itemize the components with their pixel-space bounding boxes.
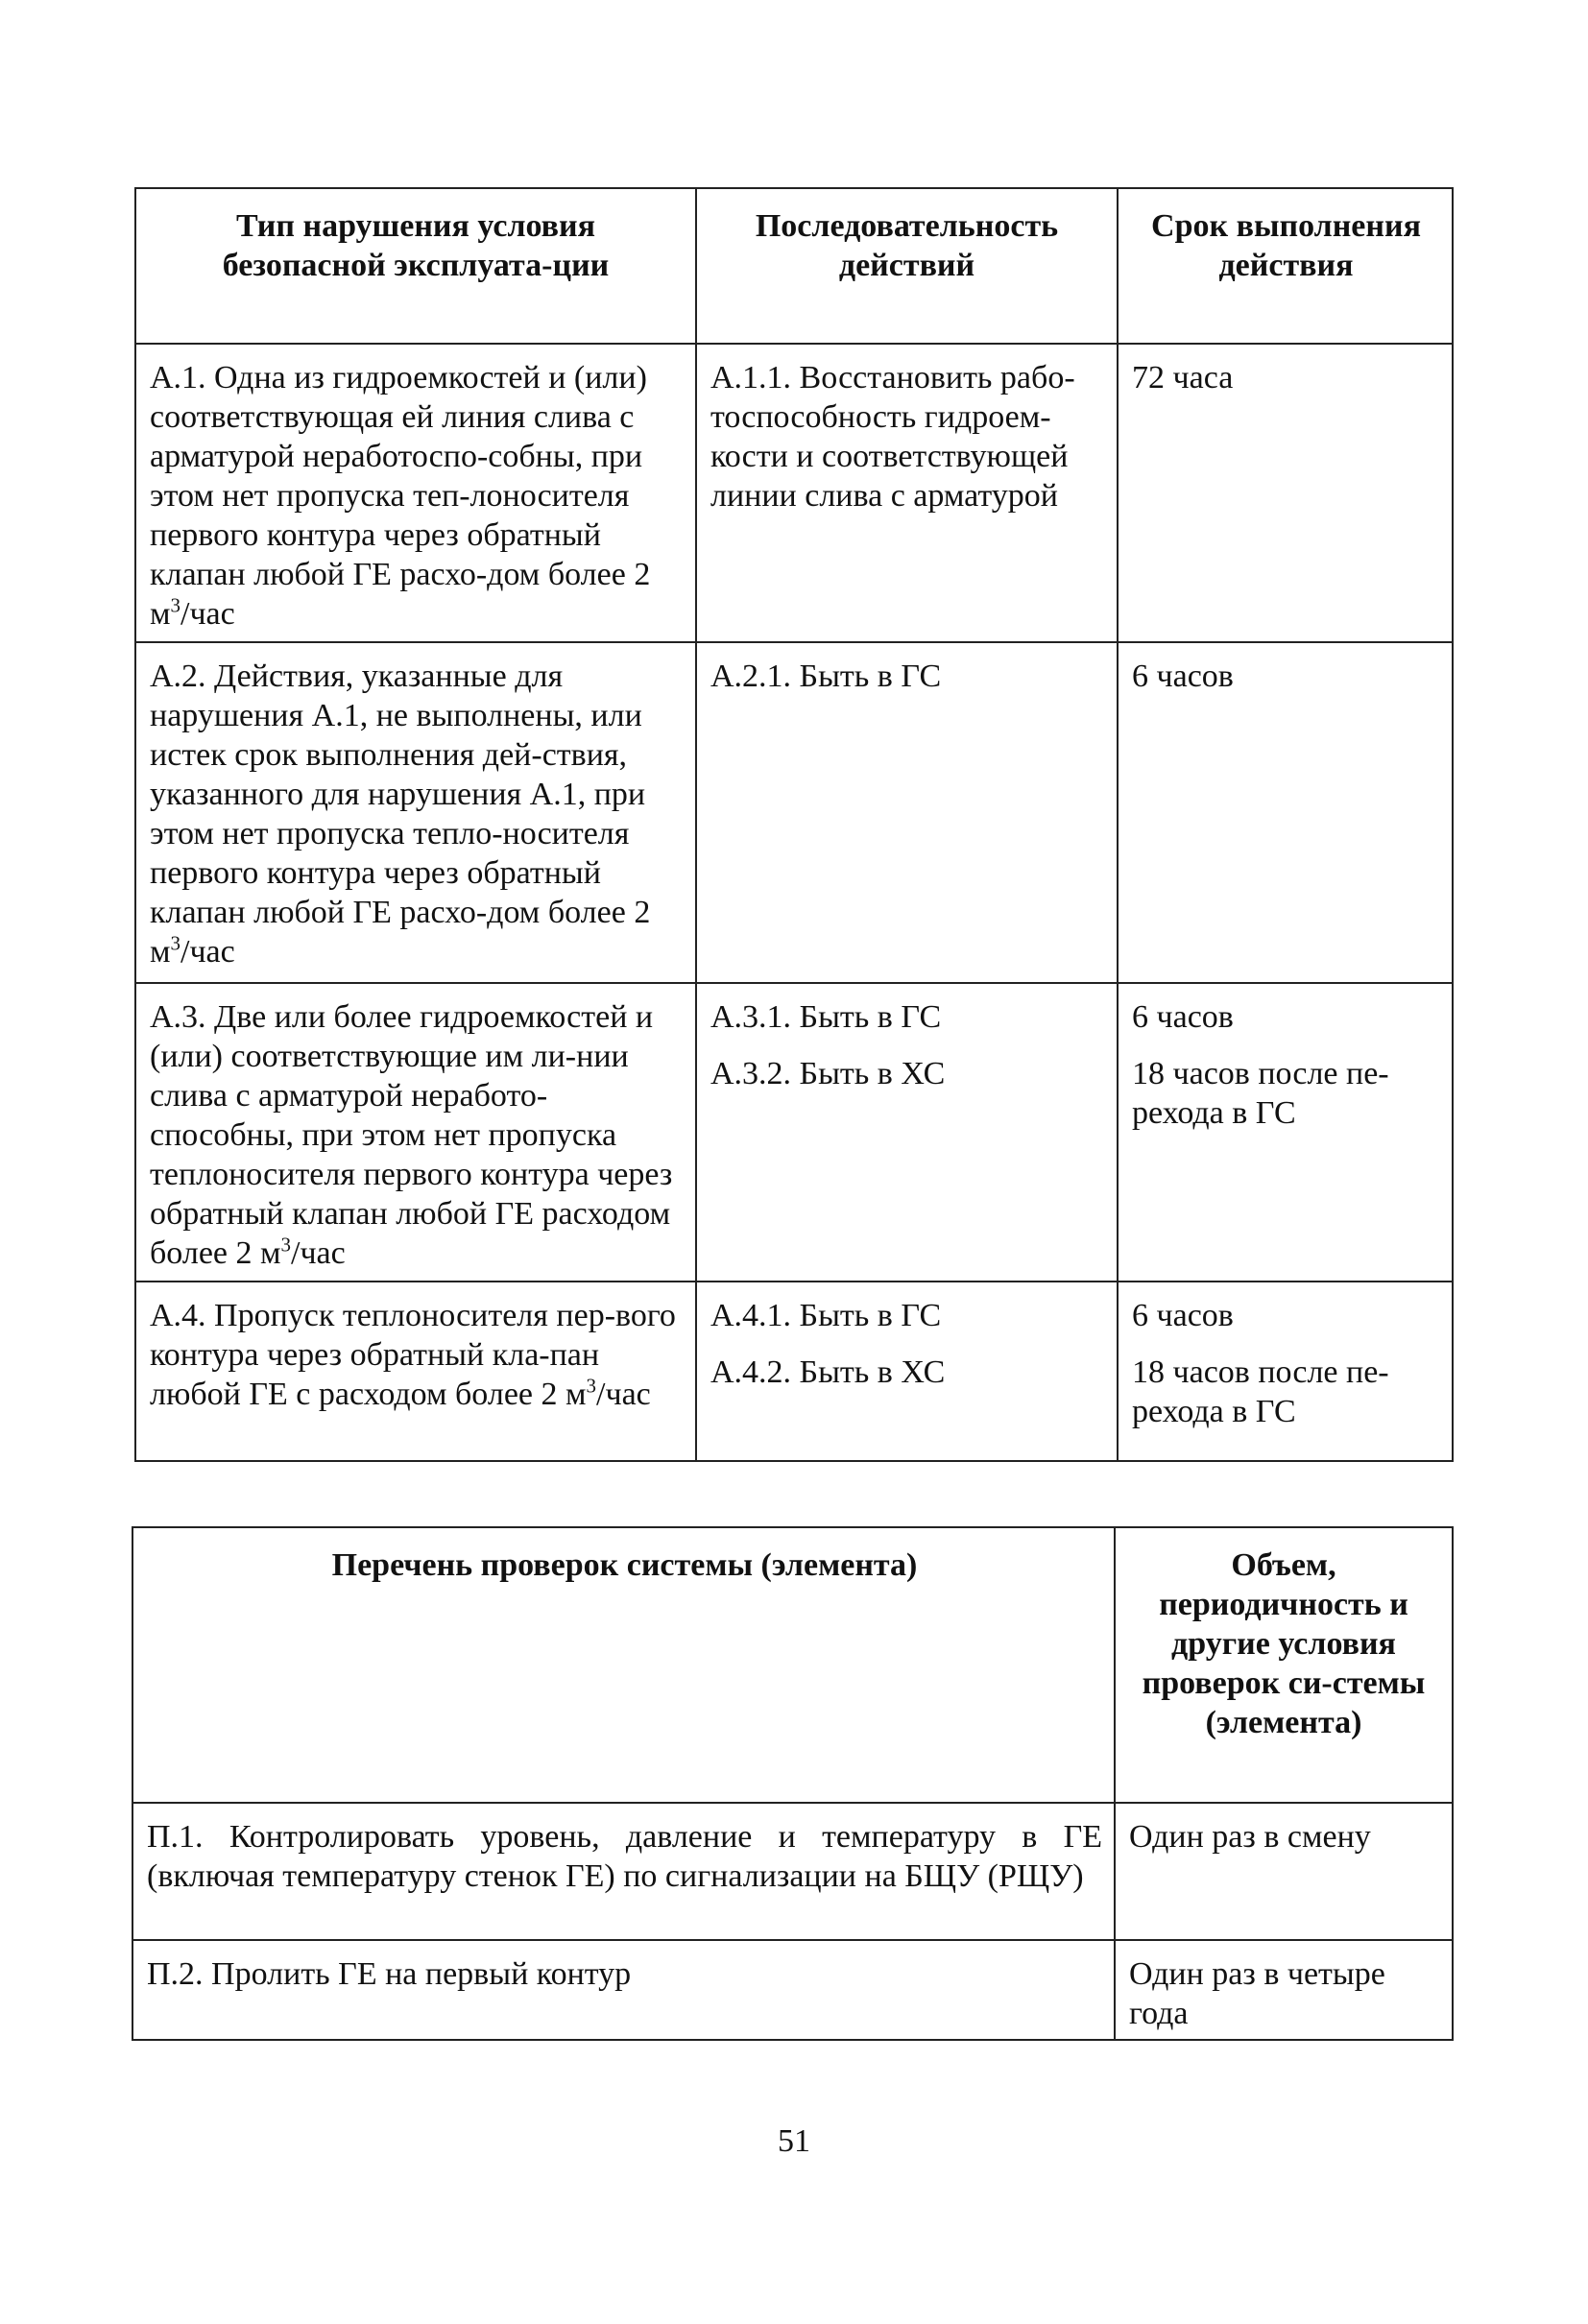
- action-item: А.2.1. Быть в ГС: [710, 659, 942, 694]
- term-cell: [1118, 642, 1453, 983]
- checks-header-row: [132, 1527, 1453, 1803]
- violation-type-cell: [135, 983, 696, 1282]
- term-cell: [1118, 983, 1453, 1282]
- term-item: 6 часов: [1132, 659, 1234, 694]
- unit-tail: /час: [180, 934, 235, 970]
- table-row: [132, 1803, 1453, 1940]
- violation-type-text: А.4. Пропуск теплоносителя пер-вого контура через обратный кла-пан любой ГЕ с расходом более 2 м: [150, 1298, 676, 1412]
- unit-superscript: 3: [280, 1233, 292, 1257]
- unit-superscript: 3: [170, 931, 181, 955]
- action-cell: [696, 344, 1118, 642]
- header-violation-type: Тип нарушения условия безопасной эксплуата-ции: [135, 188, 696, 344]
- violation-type-cell: [135, 1282, 696, 1461]
- term-item: 72 часа: [1132, 360, 1234, 395]
- header-actions-sequence: Последовательность действий: [696, 188, 1118, 344]
- action-item: А.4.1. Быть в ГС: [710, 1298, 942, 1333]
- action-cell: [696, 642, 1118, 983]
- term-item: 18 часов после пе-рехода в ГС: [1132, 1056, 1389, 1131]
- checks-table: [132, 1526, 1454, 2041]
- check-conditions-cell: Один раз в смену: [1115, 1803, 1453, 1940]
- action-item: А.1.1. Восстановить рабо-тоспособность гидроем-кости и соответствующей линии слива с арматурой: [710, 360, 1075, 514]
- violation-type-cell: [135, 642, 696, 983]
- action-cell: [696, 1282, 1118, 1461]
- violation-type-text: А.2. Действия, указанные для нарушения А.1, не выполнены, или истек срок выполнения дей-ствия, указанного для нарушения А.1, при этом нет пропуска тепло-носителя первого контура через обратный клапан любой ГЕ расхо-дом более 2 м: [150, 659, 651, 970]
- term-cell: [1118, 344, 1453, 642]
- check-conditions-cell: Один раз в четыре года: [1115, 1940, 1453, 2040]
- table-row: [135, 344, 1453, 642]
- action-item: А.4.2. Быть в ХС: [710, 1354, 946, 1390]
- check-cell: П.2. Пролить ГЕ на первый контур: [132, 1940, 1115, 2040]
- term-cell: [1118, 1282, 1453, 1461]
- violations-header-row: [135, 188, 1453, 344]
- table-row: [135, 1282, 1453, 1461]
- violations-table: [134, 187, 1454, 1462]
- table-row: [135, 983, 1453, 1282]
- action-cell: [696, 983, 1118, 1282]
- unit-tail: /час: [596, 1377, 651, 1412]
- header-action-term: Срок выполнения действия: [1118, 188, 1453, 344]
- violation-type-cell: [135, 344, 696, 642]
- check-cell: П.1. Контролировать уровень, давление и температуру в ГЕ (включая температуру стенок ГЕ) по сигнализации на БЩУ (РЩУ): [132, 1803, 1115, 1940]
- table-row: [132, 1940, 1453, 2040]
- action-item: А.3.1. Быть в ГС: [710, 999, 942, 1035]
- unit-tail: /час: [180, 596, 235, 632]
- unit-tail: /час: [291, 1235, 346, 1271]
- term-item: 6 часов: [1132, 999, 1234, 1035]
- term-item: 6 часов: [1132, 1298, 1234, 1333]
- violation-type-text: А.3. Две или более гидроемкостей и (или) соответствующие им ли-нии слива с арматурой неработо-способны, при этом нет пропуска теплоносителя первого контура через обратный клапан любой ГЕ расходом более 2 м: [150, 999, 673, 1271]
- action-item: А.3.2. Быть в ХС: [710, 1056, 946, 1091]
- header-checks-conditions: Объем, периодичность и другие условия проверок си-стемы (элемента): [1115, 1527, 1453, 1803]
- term-item: 18 часов после пе-рехода в ГС: [1132, 1354, 1389, 1429]
- unit-superscript: 3: [586, 1374, 597, 1398]
- page-number: 51: [778, 2123, 810, 2159]
- unit-superscript: 3: [170, 593, 181, 617]
- header-checks-list: Перечень проверок системы (элемента): [132, 1527, 1115, 1803]
- table-row: [135, 642, 1453, 983]
- violation-type-text: А.1. Одна из гидроемкостей и (или) соответствующая ей линия слива с арматурой неработоспо-собны, при этом нет пропуска теп-лоносителя первого контура через обратный клапан любой ГЕ расхо-дом более 2 м: [150, 360, 651, 632]
